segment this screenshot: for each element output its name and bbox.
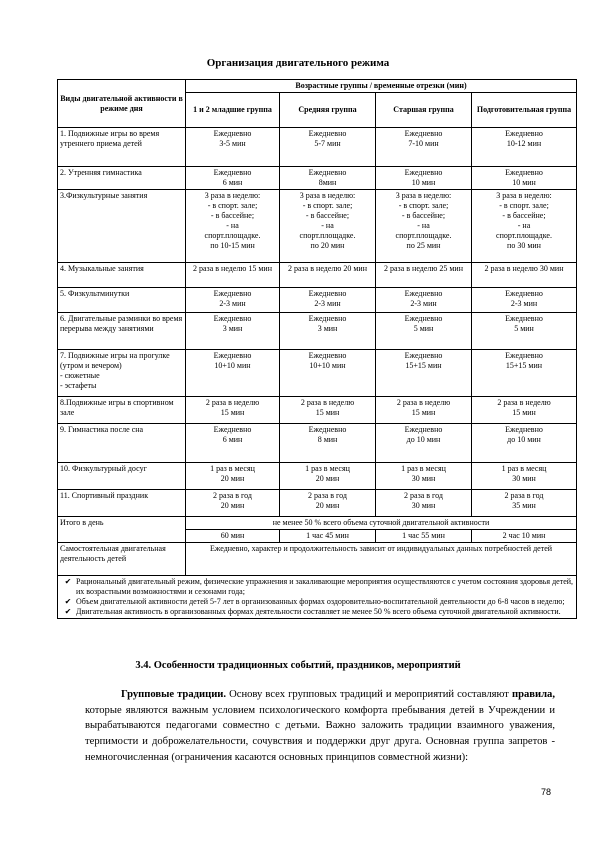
row-cell: Ежедневно 3-5 мин xyxy=(186,128,280,167)
row-cell: Ежедневно 10+10 мин xyxy=(280,350,376,397)
row-cell: Ежедневно 10-12 мин xyxy=(472,128,577,167)
row-cell: Ежедневно 8 мин xyxy=(280,424,376,463)
row-cell: 3 раза в неделю: - в спорт. зале; - в бассейне; - на спорт.площадке. по 25 мин xyxy=(376,190,472,263)
row-cell: 1 раз в месяц 20 мин xyxy=(280,463,376,490)
row-cell: 2 раза в неделю 30 мин xyxy=(472,263,577,288)
row-cell: 2 раза в неделю 15 мин xyxy=(186,397,280,424)
independent-label: Самостоятельная двигательная деятельность детей xyxy=(58,543,186,576)
row-label: 1. Подвижные игры во время утреннего приема детей xyxy=(58,128,186,167)
table-row xyxy=(58,350,577,397)
row-cell: Ежедневно 2-3 мин xyxy=(376,288,472,313)
row-cell: 2 раза в неделю 25 мин xyxy=(376,263,472,288)
group-header-3: Старшая группа xyxy=(376,93,472,128)
row-cell: Ежедневно 3 мин xyxy=(186,313,280,350)
table-row xyxy=(58,424,577,463)
row-cell: Ежедневно 5-7 мин xyxy=(280,128,376,167)
page-number: 78 xyxy=(541,787,552,797)
total-note: не менее 50 % всего объема суточной двигательной активности xyxy=(186,517,577,530)
row-label: 4. Музыкальные занятия xyxy=(58,263,186,288)
row-cell: 1 раз в месяц 30 мин xyxy=(376,463,472,490)
row-label: 10. Физкультурный досуг xyxy=(58,463,186,490)
total-value: 1 час 45 мин xyxy=(280,530,376,543)
row-label: 6. Двигательные разминки во время перерыва между занятиями xyxy=(58,313,186,350)
row-cell: 2 раза в год 20 мин xyxy=(280,490,376,517)
table-row xyxy=(58,313,577,350)
row-cell: Ежедневно 6 мин xyxy=(186,424,280,463)
table-row xyxy=(58,490,577,517)
row-cell: 2 раза в год 35 мин xyxy=(472,490,577,517)
row-cell: 2 раза в год 20 мин xyxy=(186,490,280,517)
row-cell: Ежедневно 15+15 мин xyxy=(376,350,472,397)
table-row xyxy=(58,463,577,490)
table-row xyxy=(58,263,577,288)
row-cell: Ежедневно 10 мин xyxy=(376,167,472,190)
row-cell: Ежедневно 5 мин xyxy=(472,313,577,350)
row-cell: Ежедневно до 10 мин xyxy=(472,424,577,463)
row-cell: Ежедневно 10+10 мин xyxy=(186,350,280,397)
checkmark-icon: ✔ xyxy=(64,597,72,606)
motor-mode-table xyxy=(57,79,577,619)
note-item xyxy=(60,607,574,617)
row-cell: Ежедневно 7-10 мин xyxy=(376,128,472,167)
table-body xyxy=(58,80,577,619)
row-cell: 2 раза в неделю 15 мин xyxy=(280,397,376,424)
row-cell: 2 раза в неделю 15 мин xyxy=(472,397,577,424)
row-cell: 3 раза в неделю: - в спорт. зале; - в бассейне; - на спорт.площадке. по 20 мин xyxy=(280,190,376,263)
page-title: Организация двигательного режима xyxy=(206,57,390,69)
row-label: 9. Гимнастика после сна xyxy=(58,424,186,463)
note-item xyxy=(60,597,574,607)
group-header-2: Средняя группа xyxy=(280,93,376,128)
table-row xyxy=(58,128,577,167)
row-cell: Ежедневно 15+15 мин xyxy=(472,350,577,397)
row-label: 8.Подвижные игры в спортивном зале xyxy=(58,397,186,424)
group-header-1: 1 и 2 младшие группа xyxy=(186,93,280,128)
note-item xyxy=(60,577,574,597)
row-cell: Ежедневно 10 мин xyxy=(472,167,577,190)
row-cell: Ежедневно 2-3 мин xyxy=(186,288,280,313)
notes-row xyxy=(58,576,577,619)
section-title: 3.4. Особенности традиционных событий, праздников, мероприятий xyxy=(135,660,461,671)
row-cell: Ежедневно 5 мин xyxy=(376,313,472,350)
header-row xyxy=(58,80,577,93)
table-row xyxy=(58,167,577,190)
total-value: 2 час 10 мин xyxy=(472,530,577,543)
notes-cell xyxy=(58,576,577,619)
independent-text: Ежедневно, характер и продолжительность зависит от индивидуальных данных потребностей детей xyxy=(186,543,577,576)
row-cell: 2 раза в год 30 мин xyxy=(376,490,472,517)
row-cell: Ежедневно 3 мин xyxy=(280,313,376,350)
row-label: 5. Физкультминутки xyxy=(58,288,186,313)
row-cell: Ежедневно 6 мин xyxy=(186,167,280,190)
row-label: 11. Спортивный праздник xyxy=(58,490,186,517)
row-cell: 1 раз в месяц 20 мин xyxy=(186,463,280,490)
paragraph-bold-rules: правила, xyxy=(511,689,555,700)
paragraph-text-2: которые являются важным условием психологического комфорта пребывания детей в Учреждении и вырабатываются педагогами совместно с детьми. Важно заложить традиции взаимного уважения, терпимости и доброжелательности, сочувствия и поддержки друг друга. Основная группа запретов - немногочисленная (ограничения касаются основных принципов совместной жизни): xyxy=(85,704,555,763)
row-cell: 3 раза в неделю: - в спорт. зале; - в бассейне; - на спорт.площадке. по 10-15 мин xyxy=(186,190,280,263)
row-cell: 2 раза в неделю 20 мин xyxy=(280,263,376,288)
total-row xyxy=(58,517,577,530)
row-label: 7. Подвижные игры на прогулке (утром и вечером) - сюжетные - эстафеты xyxy=(58,350,186,397)
row-cell: 3 раза в неделю: - в спорт. зале; - в бассейне; - на спорт.площадке. по 30 мин xyxy=(472,190,577,263)
row-cell: Ежедневно 8мин xyxy=(280,167,376,190)
table-row xyxy=(58,397,577,424)
checkmark-icon: ✔ xyxy=(64,607,72,616)
header-groups: Возрастные группы / временные отрезки (мин) xyxy=(186,80,577,93)
row-cell: Ежедневно до 10 мин xyxy=(376,424,472,463)
note-text: Рациональный двигательный режим, физические упражнения и закаливающие мероприятия осуществляются с учетом состояния здоровья детей, их возрастными возможностями и сезонами года; xyxy=(76,577,574,596)
row-cell: Ежедневно 2-3 мин xyxy=(472,288,577,313)
group-header-4: Подготовительная группа xyxy=(472,93,577,128)
body-paragraph xyxy=(85,687,555,766)
row-label: 3.Физкультурные занятия xyxy=(58,190,186,263)
independent-row xyxy=(58,543,577,576)
checkmark-icon: ✔ xyxy=(64,577,72,586)
row-cell: 2 раза в неделю 15 мин xyxy=(376,397,472,424)
row-cell: 1 раз в месяц 30 мин xyxy=(472,463,577,490)
header-activity: Виды двигательной активности в режиме дня xyxy=(58,80,186,128)
total-value: 1 час 55 мин xyxy=(376,530,472,543)
paragraph-text-1: Основу всех групповых традиций и мероприятий составляют xyxy=(226,689,512,700)
total-value: 60 мин xyxy=(186,530,280,543)
table-row xyxy=(58,190,577,263)
row-cell: Ежедневно 2-3 мин xyxy=(280,288,376,313)
row-label: 2. Утренняя гимнастика xyxy=(58,167,186,190)
note-text: Двигательная активность в организованных формах деятельности составляет не менее 50 % всего объема суточной двигательной активности. xyxy=(76,607,561,616)
paragraph-lead: Групповые традиции. xyxy=(121,689,227,700)
table-row xyxy=(58,288,577,313)
total-label: Итого в день xyxy=(58,517,186,543)
note-text: Объем двигательной активности детей 5-7 лет в организованных формах оздоровительно-воспитательной деятельности до 6-8 часов в неделю; xyxy=(76,597,565,606)
row-cell: 2 раза в неделю 15 мин xyxy=(186,263,280,288)
